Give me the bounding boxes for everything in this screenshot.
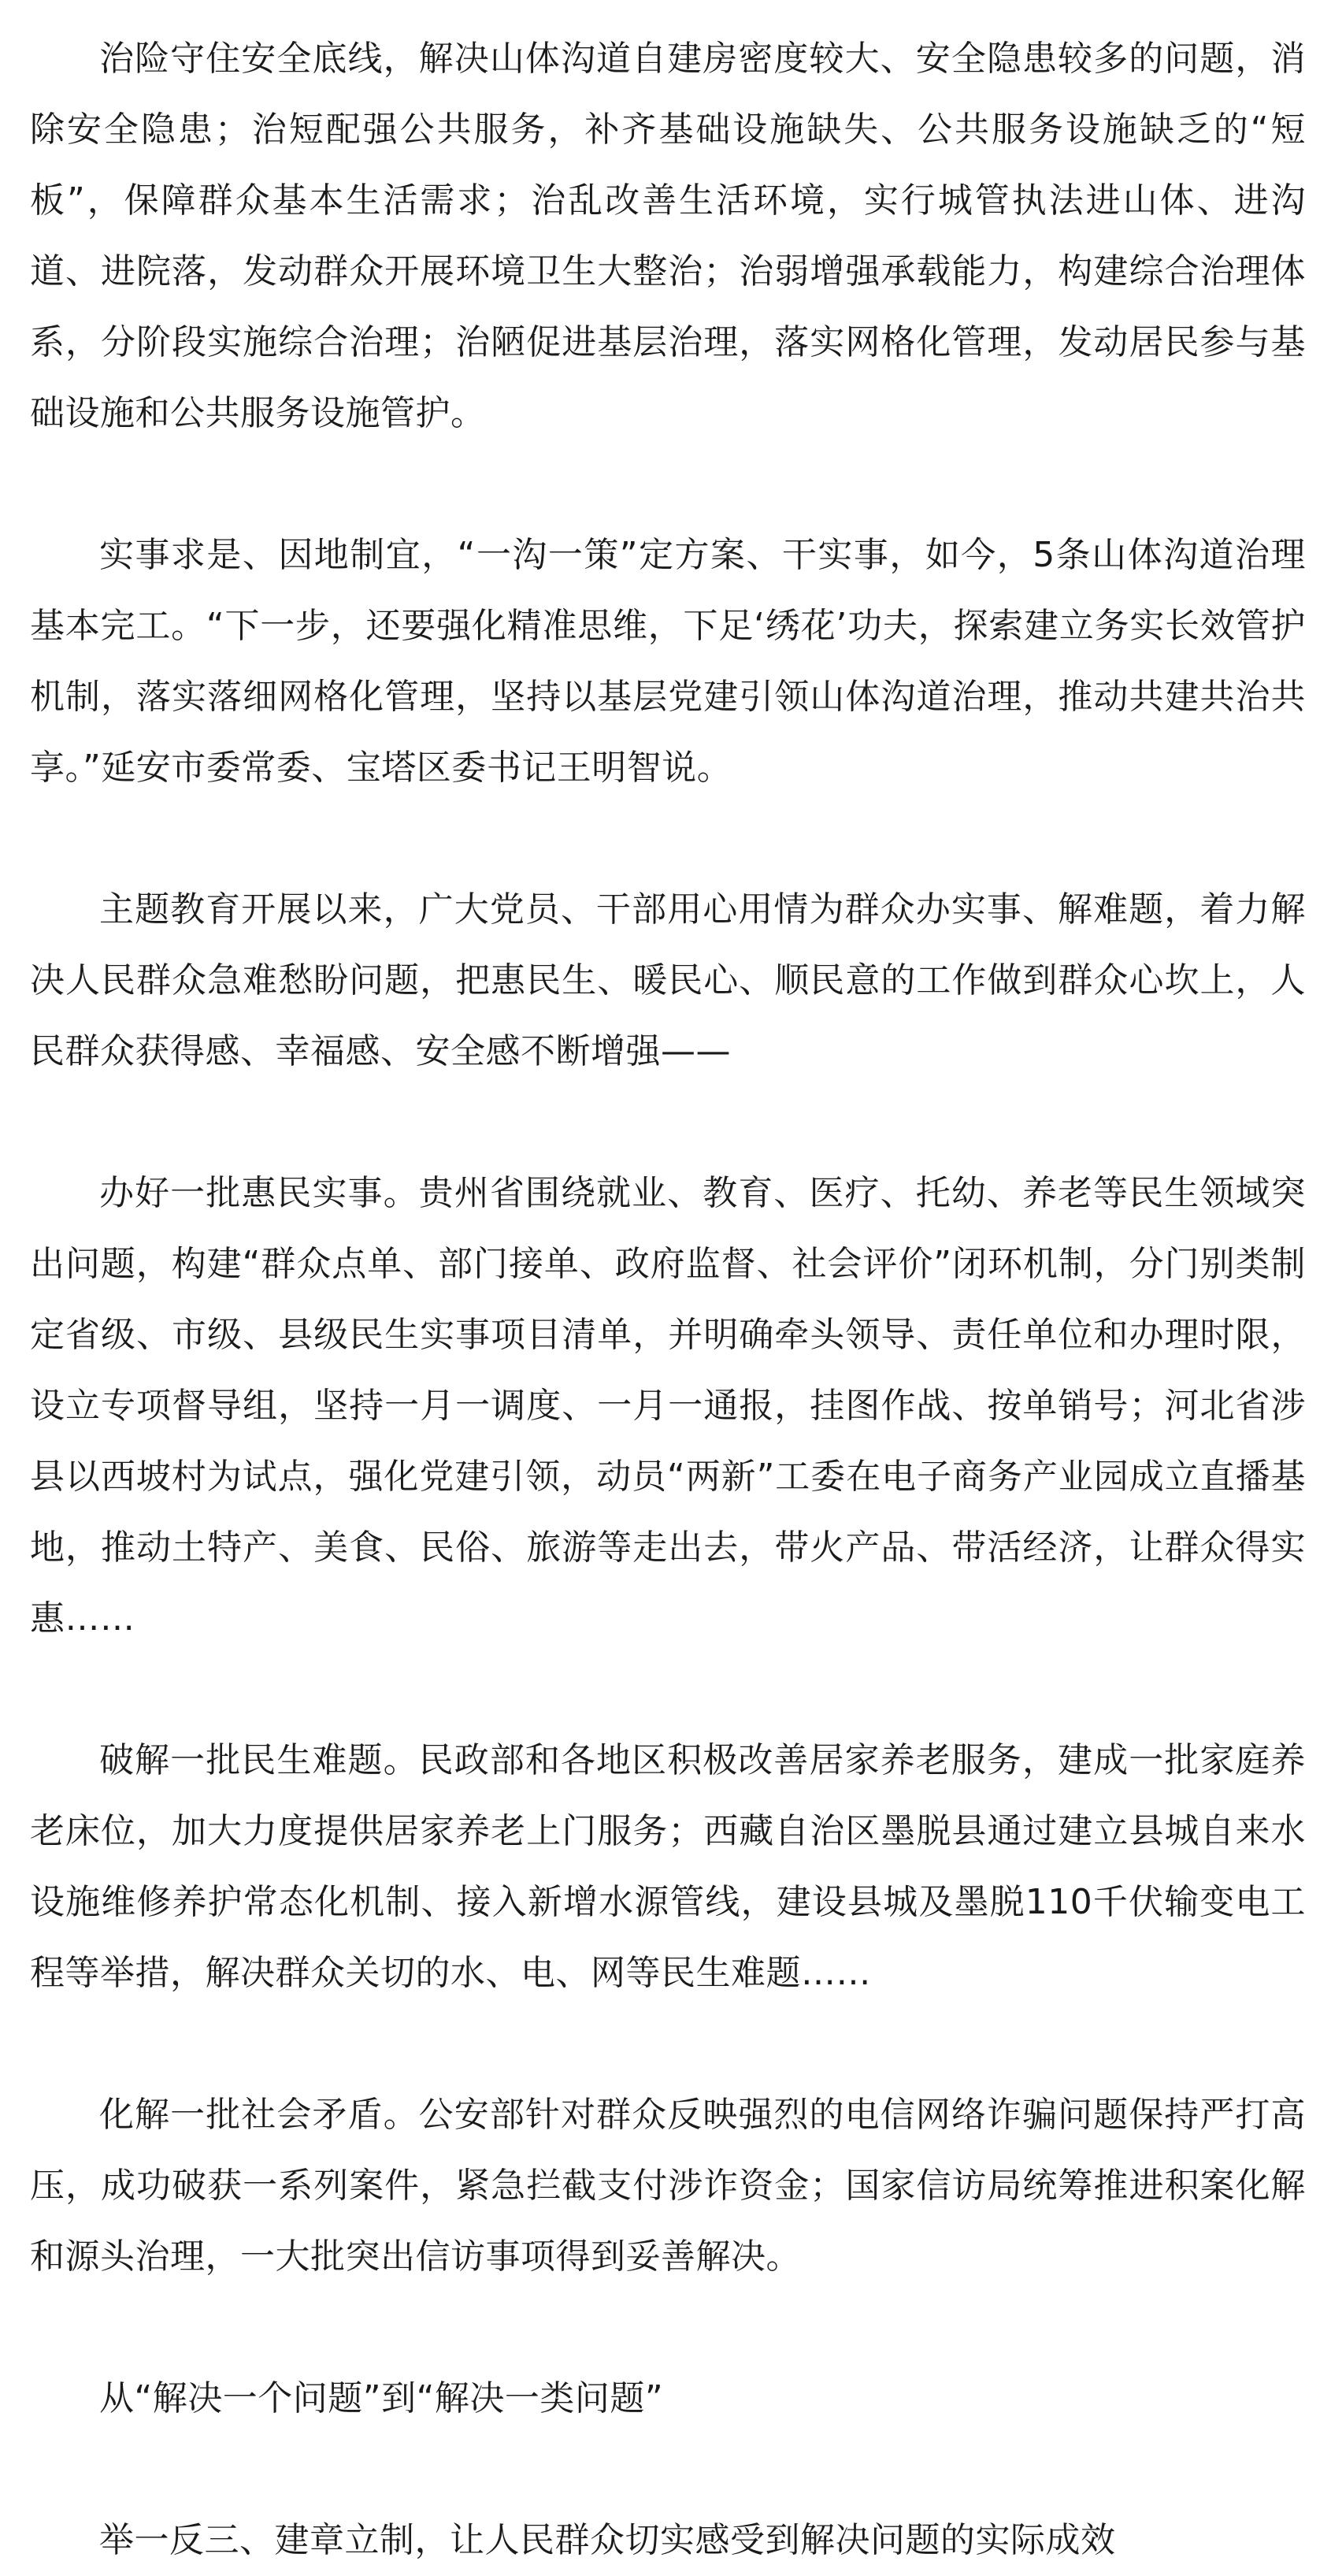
paragraph-livelihood-difficulties: 破解一批民生难题。民政部和各地区积极改善居家养老服务，建成一批家庭养老床位，加大力度提供居家养老上门服务；西藏自治区墨脱县通过建立县城自来水设施维修养护常态化机制、接入新增水源管线，建设县城及墨脱110千伏输变电工程等举措，解决群众关切的水、电、网等民生难题…… — [30, 1740, 1306, 1993]
paragraph-social-conflicts: 化解一批社会矛盾。公安部针对群众反映强烈的电信网络诈骗问题保持严打高压，成功破获一系列案件，紧急拦截支付涉诈资金；国家信访局统筹推进积案化解和源头治理，一大批突出信访事项得到妥善解决。 — [30, 2095, 1306, 2277]
section-subheading: 举一反三、建章立制，让人民群众切实感受到解决问题的实际成效 — [99, 2520, 1116, 2560]
article-body — [30, 24, 1306, 2576]
section-heading: 从“解决一个问题”到“解决一类问题” — [99, 2378, 664, 2418]
paragraph-governance-measures: 治险守住安全底线，解决山体沟道自建房密度较大、安全隐患较多的问题，消除安全隐患；治短配强公共服务，补齐基础设施缺失、公共服务设施缺乏的“短板”，保障群众基本生活需求；治乱改善生活环境，实行城管执法进山体、进沟道、进院落，发动群众开展环境卫生大整治；治弱增强承载能力，构建综合治理体系，分阶段实施综合治理；治陋促进基层治理，落实网格化管理，发动居民参与基础设施和公共服务设施管护。 — [30, 39, 1306, 433]
paragraph-theme-education: 主题教育开展以来，广大党员、干部用心用情为群众办实事、解难题，着力解决人民群众急难愁盼问题，把惠民生、暖民心、顺民意的工作做到群众心坎上，人民群众获得感、幸福感、安全感不断增强—— — [30, 889, 1306, 1071]
paragraph-one-gully-one-policy: 实事求是、因地制宜，“一沟一策”定方案、干实事，如今，5条山体沟道治理基本完工。“下一步，还要强化精准思维，下足‘绣花’功夫，探索建立务实长效管护机制，落实落细网格化管理，坚持以基层党建引领山体沟道治理，推动共建共治共享。”延安市委常委、宝塔区委书记王明智说。 — [30, 535, 1306, 788]
paragraph-livelihood-projects: 办好一批惠民实事。贵州省围绕就业、教育、医疗、托幼、养老等民生领域突出问题，构建“群众点单、部门接单、政府监督、社会评价”闭环机制，分门别类制定省级、市级、县级民生实事项目清单，并明确牵头领导、责任单位和办理时限，设立专项督导组，坚持一月一调度、一月一通报，挂图作战、按单销号；河北省涉县以西坡村为试点，强化党建引领，动员“两新”工委在电子商务产业园成立直播基地，推动土特产、美食、民俗、旅游等走出去，带火产品、带活经济，让群众得实惠…… — [30, 1173, 1306, 1639]
